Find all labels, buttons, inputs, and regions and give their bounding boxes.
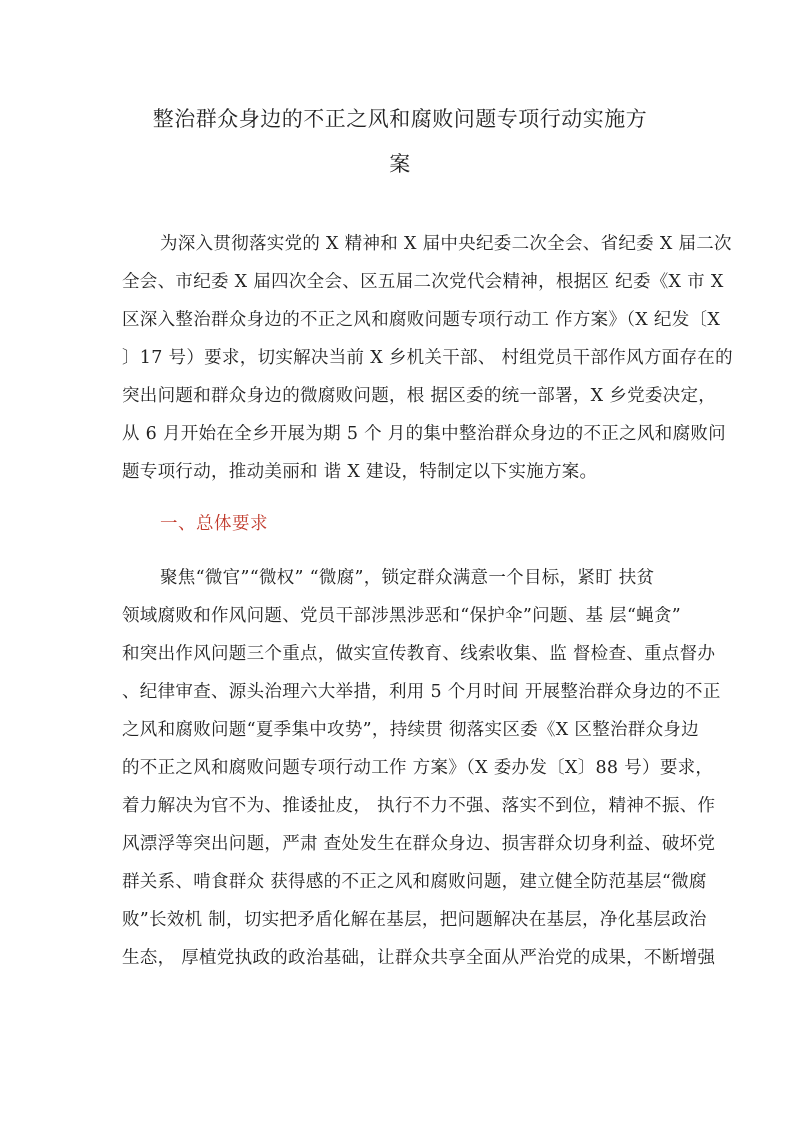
- section-body-line: 生态， 厚植党执政的政治基础，让群众共享全面从严治党的成果，不断增强: [122, 948, 716, 968]
- section-body-line: 之风和腐败问题“夏季集中攻势”，持续贯 彻落实区委《X 区整治群众身边: [122, 720, 699, 740]
- document-title-line-2: 案: [389, 152, 411, 176]
- section-heading-general-requirements: 一、总体要求: [160, 514, 268, 534]
- section-body-line: 、纪律审查、源头治理六大举措，利用 5 个月时间 开展整治群众身边的不正: [122, 682, 721, 702]
- intro-line: 为深入贯彻落实党的 X 精神和 X 届中央纪委二次全会、省纪委 X 届二次: [160, 234, 732, 254]
- section-body-line: 领域腐败和作风问题、党员干部涉黑涉恶和“保护伞”问题、基 层“蝇贪”: [122, 606, 682, 626]
- intro-line: 突出问题和群众身边的微腐败问题，根 据区委的统一部署，X 乡党委决定，: [122, 386, 717, 406]
- intro-line: 题专项行动，推动美丽和 谐 X 建设，特制定以下实施方案。: [122, 462, 598, 482]
- section-body-line: 和突出作风问题三个重点，做实宣传教育、线索收集、监 督检查、重点督办: [122, 644, 716, 664]
- section-body-line: 着力解决为官不为、推诿扯皮， 执行不力不强、落实不到位，精神不振、作: [122, 796, 716, 816]
- section-body-line: 的不正之风和腐败问题专项行动工作 方案》（X 委办发〔X〕88 号）要求，: [122, 758, 714, 778]
- intro-line: 区深入整治群众身边的不正之风和腐败问题专项行动工 作方案》（X 纪发〔X: [122, 310, 721, 330]
- section-body-line: 群关系、啃食群众 获得感的不正之风和腐败问题，建立健全防范基层“微腐: [122, 872, 707, 892]
- intro-line: 全会、市纪委 X 届四次全会、区五届二次党代会精神，根据区 纪委《X 市 X: [122, 272, 724, 292]
- document-title-line-1: 整治群众身边的不正之风和腐败问题专项行动实施方: [152, 107, 648, 131]
- section-body-line: 风漂浮等突出问题，严肃 查处发生在群众身边、损害群众切身利益、破坏党: [122, 834, 716, 854]
- intro-line: 从 6 月开始在全乡开展为期 5 个 月的集中整治群众身边的不正之风和腐败问: [122, 424, 726, 444]
- section-body-line: 聚焦“微官”“微权” “微腐”，锁定群众满意一个目标，紧盯 扶贫: [160, 568, 655, 588]
- intro-line: 〕17 号）要求，切实解决当前 X 乡机关干部、 村组党员干部作风方面存在的: [122, 348, 733, 368]
- section-body-line: 败”长效机 制，切实把矛盾化解在基层，把问题解决在基层，净化基层政治: [122, 910, 707, 930]
